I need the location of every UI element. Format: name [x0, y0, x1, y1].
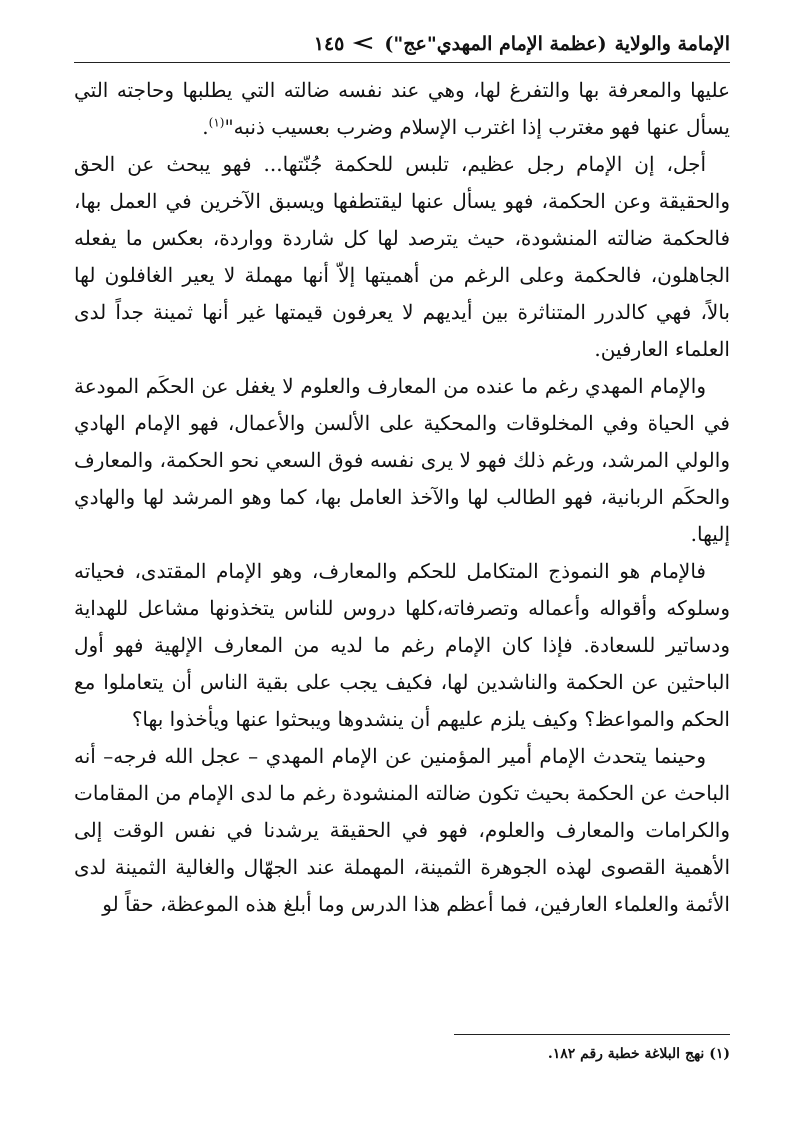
paragraph: أجل، إن الإمام رجل عظيم، تلبس للحكمة جُنّتها... فهو يبحث عن الحق والحقيقة وعن الحكمة، فهو يسأل عنها ليقتطفها ويسبق الآخرين في العمل بها، فالحكمة ضالته المنشودة، حيث يترصد لها كل شاردة وواردة، بعكس ما يفعله الجاهلون، فالحكمة وعلى الرغم من أهميتها إلاّ أنها مهملة لا يعير الغافلون لها بالاً، فهي كالدرر المتناثرة بين أيديهم لا يعرفون قيمتها غير أنها ثمينة جداً لدى العلماء العارفين. — [74, 152, 731, 361]
footnote-divider — [454, 1034, 730, 1035]
paragraph: عليها والمعرفة بها والتفرغ لها، وهي عند نفسه ضالته التي يطلبها وحاجته التي يسأل عنها فهو مغترب إذا اغترب الإسلام وضرب بعسيب ذنبه"$^{(١)}$. — [74, 78, 730, 139]
page-number: ١٤٥ — [313, 33, 345, 55]
header-divider — [74, 62, 730, 63]
footnote-reference: (١) — [208, 115, 225, 130]
footnote: (١) نهج البلاغة خطبة رقم ١٨٢. — [547, 1046, 730, 1062]
paragraph: فالإمام هو النموذج المتكامل للحكم والمعارف، وهو الإمام المقتدى، فحياته وسلوكه وأقواله وأعماله وتصرفاته،كلها دروس للناس يتخذونها مشاعل للهداية ودساتير للسعادة. فإذا كان الإمام رغم ما لديه من المعارف الإلهية فهو أول الباحثين عن الحكمة والناشدين لها، فكيف يجب على بقية الناس أن يتعاملوا مع الحكم والمواعظ؟ وكيف يلزم عليهم أن ينشدوها ويبحثوا عنها ويأخذوا بها؟ — [74, 559, 730, 731]
arrow-icon — [352, 34, 374, 55]
running-subtitle: (عظمة الإمام المهدي"عج") — [384, 33, 607, 55]
body-text — [74, 72, 730, 923]
paragraph: والإمام المهدي رغم ما عنده من المعارف والعلوم لا يغفل عن الحكَم المودعة في الحياة وفي المخلوقات والمحكية على الألسن والأعمال، فهو الإمام الهادي والولي المرشد، ورغم ذلك فهو لا يرى نفسه فوق السعي نحو الحكمة، والمعارف والحكَم الربانية، فهو الطالب لها والآخذ العامل بها، كما وهو المرشد لها والهادي إليها. — [74, 374, 730, 546]
running-header — [74, 28, 730, 60]
running-title: الإمامة والولاية — [614, 33, 730, 55]
paragraph: وحينما يتحدث الإمام أمير المؤمنين عن الإمام المهدي – عجل الله فرجه– أنه الباحث عن الحكمة بحيث تكون ضالته المنشودة رغم ما لدى الإمام من المقامات والكرامات والمعارف والعلوم، فهو في الحقيقة يرشدنا في نفس الوقت إلى الأهمية القصوى لهذه الجوهرة الثمينة، المهملة عند الجهّال والغالية الثمينة لدى الأئمة والعلماء العارفين، فما أعظم هذا الدرس وما أبلغ هذه الموعظة، حقاً لو — [74, 744, 730, 916]
